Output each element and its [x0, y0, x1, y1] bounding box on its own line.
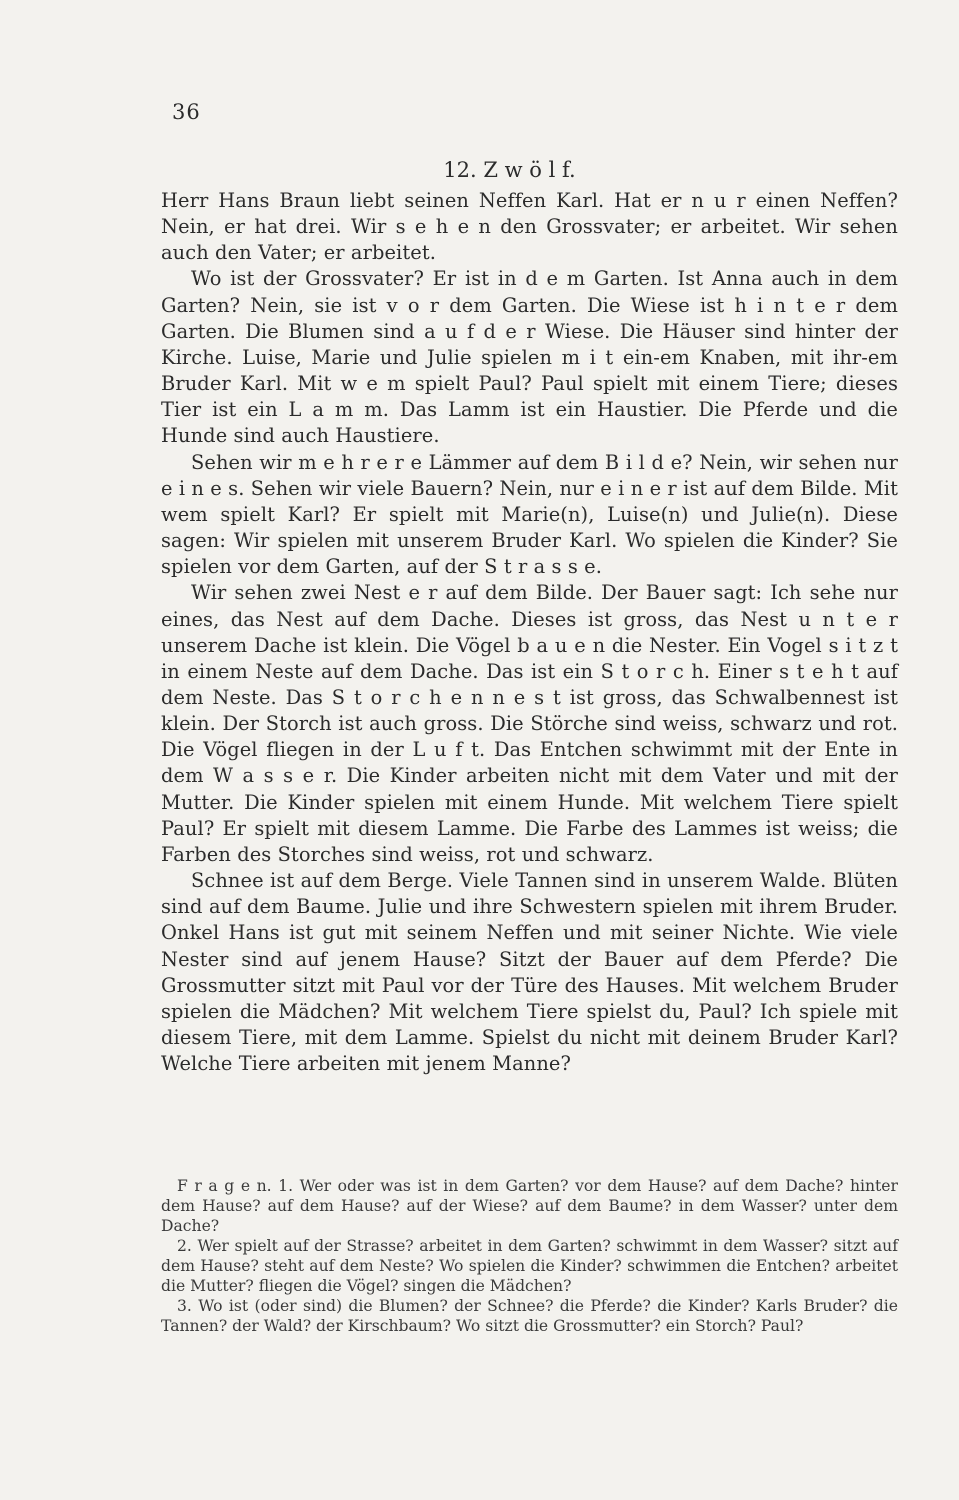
- question-group-3: 3. Wo ist (oder sind) die Blumen? der Schnee? die Pferde? die Kinder? Karls Bruder? die Tannen? der Wald? der Kirschbaum? Wo sitzt die Grossmutter? ein Storch? Paul?: [161, 1297, 898, 1335]
- paragraph-3: Sehen wir m e h r e r e Lämmer auf dem B i l d e? Nein, wir sehen nur e i n e s. Sehen wir viele Bauern? Nein, nur e i n e r ist auf dem Bilde. Mit wem spielt Karl? Er spielt mit Marie(n), Luise(n) und Julie(n). Diese sagen: Wir spielen mit unserem Bruder Karl. Wo spielen die Kinder? Sie spielen vor dem Garten, auf der S t r a s s e.: [161, 450, 898, 579]
- paragraph-2: Wo ist der Grossvater? Er ist in d e m Garten. Ist Anna auch in dem Garten? Nein, sie ist v o r dem Garten. Die Wiese ist h i n t e r dem Garten. Die Blumen sind a u f d e r Wiese. Die Häuser sind hinter der Kirche. Luise, Marie und Julie spielen m i t ein-em Knaben, mit ihr-em Bruder Karl. Mit w e m spielt Paul? Paul spielt mit einem Tiere; dieses Tier ist ein L a m m. Das Lamm ist ein Haustier. Die Pferde und die Hunde sind auch Haustiere.: [161, 267, 898, 448]
- paragraph-1: Herr Hans Braun liebt seinen Neffen Karl. Hat er n u r einen Neffen? Nein, er hat drei. Wir s e h e n den Grossvater; er arbeitet. Wir sehen auch den Vater; er arbeitet.: [161, 189, 898, 265]
- questions-section: [161, 1176, 898, 1336]
- main-text: [161, 188, 898, 1077]
- question-group-2: 2. Wer spielt auf der Strasse? arbeitet in dem Garten? schwimmt in dem Wasser? sitzt auf dem Hause? steht auf dem Neste? Wo spielen die Kinder? schwimmen die Entchen? arbeitet die Mutter? fliegen die Vögel? singen die Mädchen?: [161, 1237, 898, 1295]
- paragraph-5: Schnee ist auf dem Berge. Viele Tannen sind in unserem Walde. Blüten sind auf dem Baume. Julie und ihre Schwestern spielen mit ihrem Bruder. Onkel Hans ist gut mit seinem Neffen und mit seiner Nichte. Wie viele Nester sind auf jenem Hause? Sitzt der Bauer auf dem Pferde? Die Grossmutter sitzt mit Paul vor der Türe des Hauses. Mit welchem Bruder spielen die Mädchen? Mit welchem Tiere spielst du, Paul? Ich spiele mit diesem Tiere, mit dem Lamme. Spielst du nicht mit deinem Bruder Karl? Welche Tiere arbeiten mit jenem Manne?: [161, 869, 898, 1076]
- question-group-1: F r a g e n. 1. Wer oder was ist in dem Garten? vor dem Hause? auf dem Dache? hinter dem Hause? auf dem Hause? auf der Wiese? auf dem Baume? in dem Wasser? unter dem Dache?: [161, 1177, 898, 1235]
- chapter-title: 12. Z w ö l f.: [443, 158, 576, 182]
- page-number: 36: [172, 100, 201, 124]
- paragraph-4: Wir sehen zwei Nest e r auf dem Bilde. Der Bauer sagt: Ich sehe nur eines, das Nest auf dem Dache. Dieses ist gross, das Nest u n t e r unserem Dache ist klein. Die Vögel b a u e n die Nester. Ein Vogel s i t z t in einem Neste auf dem Dache. Das ist ein S t o r c h. Einer s t e h t auf dem Neste. Das S t o r c h e n n e s t ist gross, das Schwalbennest ist klein. Der Storch ist auch gross. Die Störche sind weiss, schwarz und rot. Die Vögel fliegen in der L u f t. Das Entchen schwimmt mit der Ente in dem W a s s e r. Die Kinder arbeiten nicht mit dem Vater und mit der Mutter. Die Kinder spielen mit einem Hunde. Mit welchem Tiere spielt Paul? Er spielt mit diesem Lamme. Die Farbe des Lammes ist weiss; die Farben des Storches sind weiss, rot und schwarz.: [161, 581, 898, 866]
